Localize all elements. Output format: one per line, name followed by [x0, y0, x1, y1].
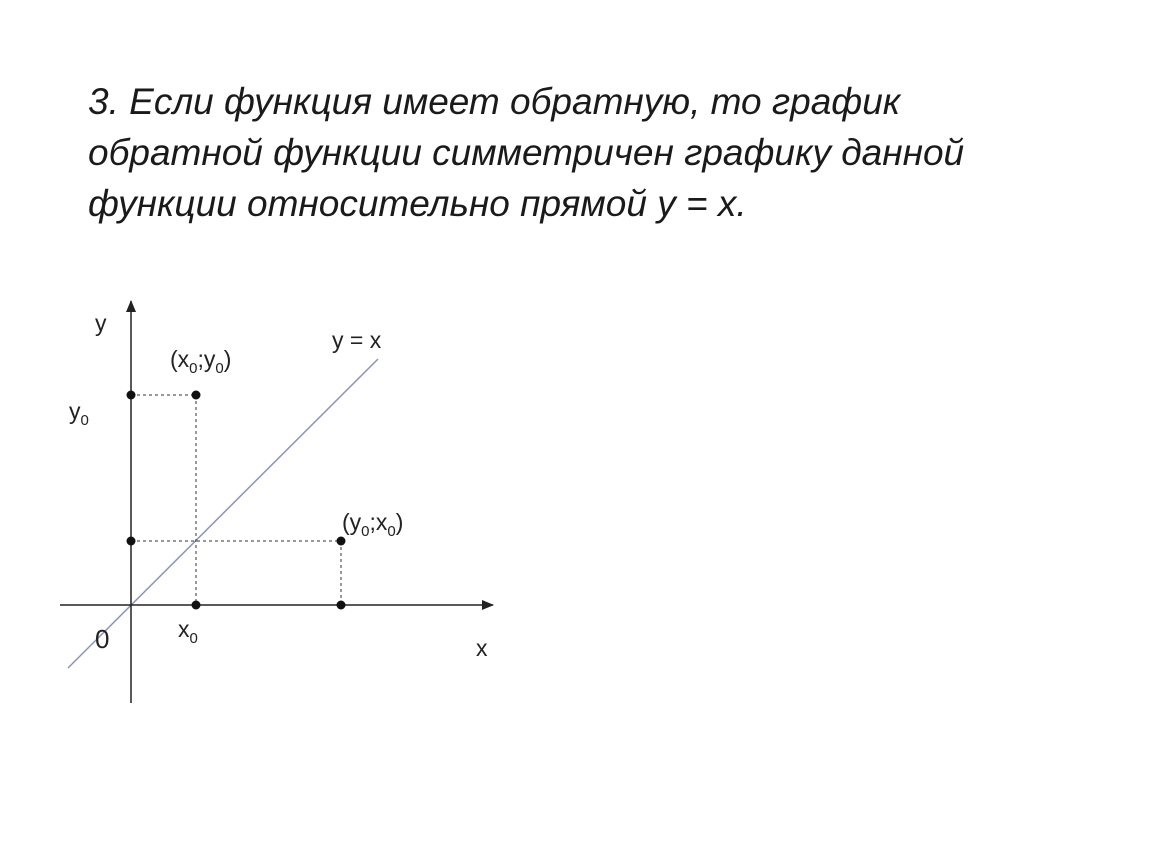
statement-line-2: обратной функции симметричен графику данной	[88, 132, 965, 173]
origin-label: 0	[95, 624, 110, 654]
tick-x0-on-x-axis	[192, 601, 201, 610]
x0-axis-label: $х_0$	[178, 616, 198, 647]
statement-line-1: 3. Если функция имеет обратную, то график	[88, 81, 901, 122]
line-y-equals-x	[68, 359, 378, 668]
point-b-label: $(у_0;х_0)$	[342, 509, 404, 540]
line-label: у = х	[332, 327, 382, 353]
statement-line-3: функции относительно прямой у = х.	[88, 183, 747, 224]
y0-axis-label: $у_0$	[69, 398, 89, 429]
point-a-label: $(х_0;у_0)$	[170, 346, 232, 377]
x-axis-label: х	[476, 635, 488, 661]
tick-y0-on-y-axis	[127, 391, 136, 400]
y-axis-label: у	[95, 310, 107, 336]
tick-x0-on-y-axis	[127, 537, 136, 546]
tick-y0-on-x-axis	[337, 601, 346, 610]
point-y0-x0	[337, 537, 346, 546]
point-x0-y0	[192, 391, 201, 400]
